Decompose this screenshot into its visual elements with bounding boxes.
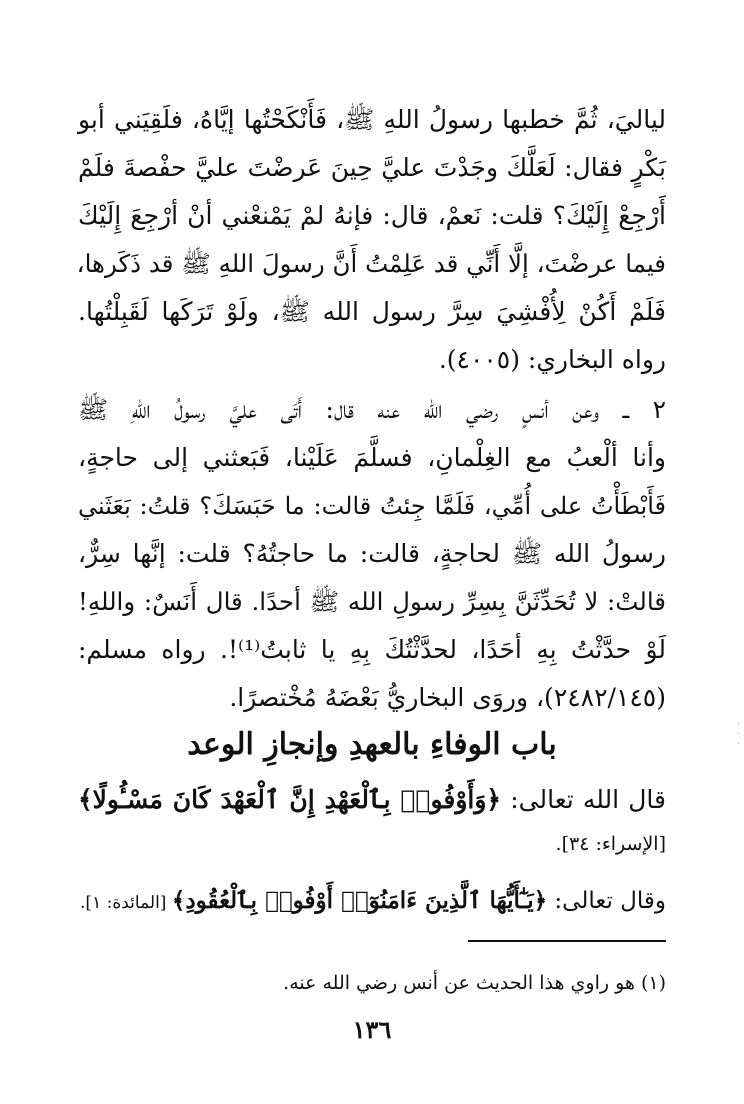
quran-verse-1 (78, 776, 666, 824)
text-line: لَوْ حدَّثْتُ بِهِ أحَدًا، لحدَّثْتُكَ بِهِ يا ثابتُ⁽¹⁾!. رواه مسلم: (78, 635, 667, 664)
verse-intro: وقال تعالى: (547, 888, 666, 914)
verse-text: ﴿يَـٰٓأَيُّهَا ٱلَّذِينَ ءَامَنُوٓا۟ أَوْفُوا۟ بِٱلْعُقُودِ﴾ (171, 887, 548, 914)
text-line: قالتْ: لا تُحَدِّثَنَّ بِسِرِّ رسولِ الله ﷺ أحدًا. قال أَنَسٌ: واللهِ! (78, 587, 666, 616)
hadith-paragraph-2 (78, 386, 666, 722)
text-line: (٢٤٨٢/١٤٥)، وروَى البخاريُّ بَعْضَهُ مُخْتصرًا. (229, 683, 666, 712)
verse-reference: [الإسراء: ٣٤]. (555, 833, 666, 855)
scan-margin-mark: · · · (736, 719, 740, 750)
text-line: فَلَمْ أَكُنْ لِأُفْشِيَ سِرَّ رسول الله ﷺ، ولَوْ تَرَكَها لَقَبِلْتُها. (78, 297, 666, 326)
text-line: بَكْرٍ فقال: لَعَلَّكَ وجَدْتَ عليَّ حِينَ عَرضْتَ عليَّ حفْصةَ فلَمْ (78, 153, 666, 182)
footnote: (١) هو راوي هذا الحديث عن أنس رضي الله عنه. (283, 972, 666, 994)
chapter-title: باب الوفاءِ بالعهدِ وإنجازِ الوعد (187, 727, 557, 762)
text-line: ٢ ــ وعن أنسٍ رضي الله عنه قال: أَتَى عليَّ رسولُ اللهِ ﷺ (78, 395, 666, 424)
verse-intro: قال الله تعالى: (501, 785, 666, 814)
page-number: ١٣٦ (352, 1015, 392, 1044)
text-line: وأنا ألْعبُ مع الغِلْمانِ، فسلَّمَ عَلَيْنا، فَبَعثني إلى حاجةٍ، (78, 443, 666, 472)
text-line: فَأَبْطَأْتُ على أُمِّي، فَلَمَّا جِئتُ قالت: ما حَبَسَكَ؟ قلتُ: بَعَثَني (78, 492, 666, 520)
quran-verse-2 (78, 876, 666, 926)
verse-text: ﴿وَأَوْفُوا۟ بِٱلْعَهْدِ إِنَّ ٱلْعَهْدَ كَانَ مَسْـُٔولًا﴾ (78, 785, 502, 814)
text-line: لياليَ، ثُمَّ خطبها رسولُ اللهِ ﷺ، فَأَنْكَحْتُها إيَّاهُ، فلَقِيَني أبو (78, 105, 666, 134)
text-line: رواه البخاري: (٤٠٠٥). (438, 345, 666, 374)
text-line: أَرْجِعْ إِلَيْكَ؟ قلت: نَعمْ، قال: فإنهُ لمْ يَمْنعْني أنْ أرْجِعَ إِلَيْكَ (78, 201, 666, 230)
verse-reference: [المائدة: ١]. (80, 893, 172, 913)
text-line: رسولُ الله ﷺ لحاجةٍ، قالت: ما حاجتُهُ؟ قلت: إنَّها سِرٌّ، (78, 539, 666, 568)
text-line: فيما عرضْتَ، إلَّا أَنِّي قد عَلِمْتُ أَنَّ رسولَ اللهِ ﷺ قد ذَكَرها، (76, 249, 666, 278)
hadith-paragraph-1 (78, 96, 666, 384)
footnote-divider (468, 940, 666, 942)
